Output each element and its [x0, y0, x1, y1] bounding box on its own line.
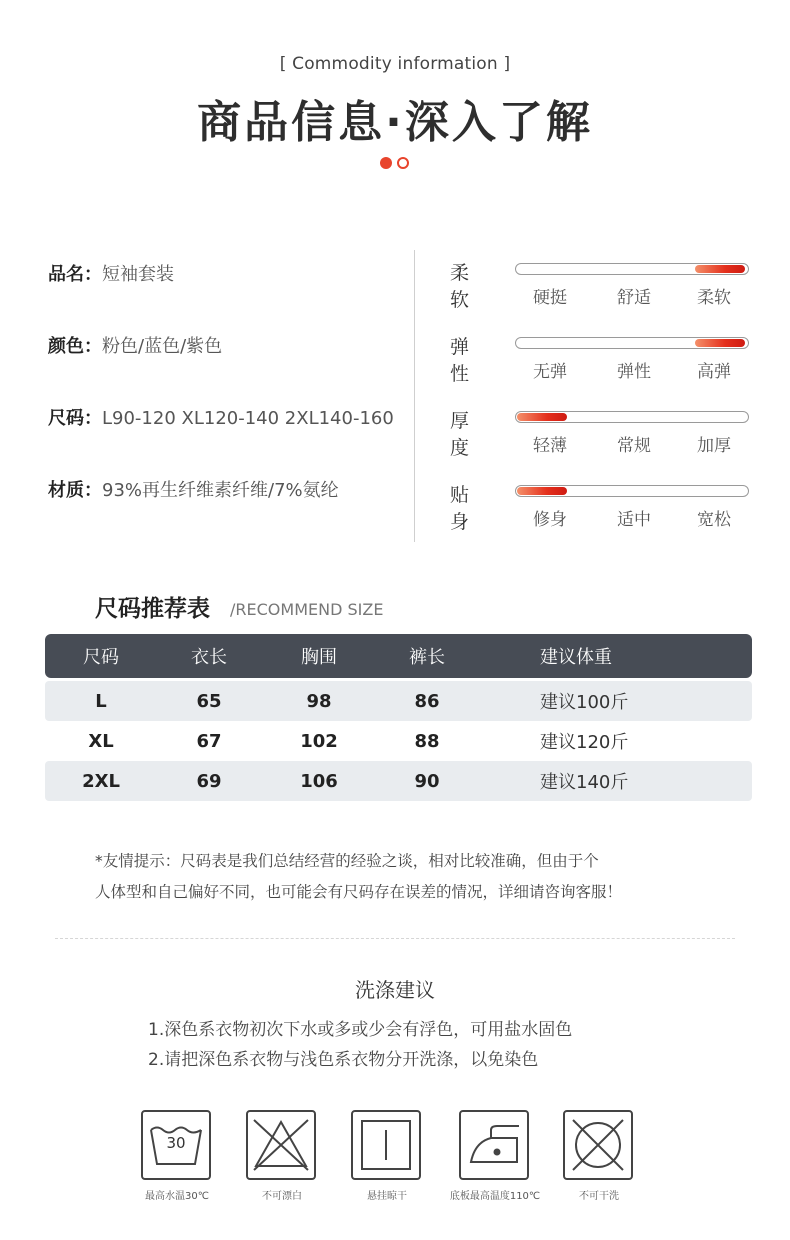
hang-dry-icon — [351, 1110, 421, 1180]
table-cell: 2XL — [82, 770, 120, 792]
vertical-divider — [414, 250, 415, 542]
table-cell: 65 — [196, 690, 222, 712]
info-label: 颜色： — [48, 336, 102, 357]
header-cell: 裤长 — [409, 647, 445, 668]
care-item-wash — [141, 1110, 213, 1202]
wash-temp-number: 30 — [166, 1134, 186, 1152]
attr-title: 弹性 — [450, 336, 470, 385]
table-cell: 102 — [300, 730, 338, 752]
care-label: 不可漂白 — [262, 1191, 302, 1202]
attr-tick-low: 无弹 — [533, 362, 567, 382]
attr-title: 厚度 — [450, 410, 470, 459]
tips-line: *友情提示：尺码表是我们总结经营的经验之谈，相对比较准确，但由于个 — [95, 852, 599, 870]
header-cell: 衣长 — [191, 647, 227, 668]
size-table-title: 尺码推荐表 — [95, 596, 210, 622]
product-info-list — [48, 260, 408, 548]
attr-bar — [515, 337, 749, 349]
info-label: 尺码： — [48, 408, 102, 429]
attr-bar — [515, 485, 749, 497]
care-label: 最高水温30℃ — [145, 1191, 209, 1202]
attr-tick-high: 柔软 — [697, 288, 731, 308]
info-row-name — [48, 260, 408, 332]
washing-instructions — [148, 1015, 572, 1075]
care-icons — [0, 1110, 790, 1220]
info-value: L90-120 XL120-140 2XL140-160 — [102, 408, 394, 429]
commodity-header-en: [ Commodity information ] — [279, 54, 511, 74]
attr-fill — [695, 339, 745, 347]
table-cell: 67 — [196, 730, 222, 752]
table-cell: 建议120斤 — [540, 732, 629, 753]
dot-filled-icon — [380, 157, 392, 169]
no-dry-clean-icon — [563, 1110, 633, 1180]
table-header — [45, 634, 752, 678]
table-cell: 88 — [414, 730, 440, 752]
commodity-header-cn: 商品信息·深入了解 — [197, 97, 593, 148]
info-value: 短袖套装 — [102, 264, 174, 285]
attr-tick-low: 硬挺 — [533, 288, 567, 308]
care-label: 底板最高温度110℃ — [449, 1191, 541, 1202]
iron-icon — [459, 1110, 529, 1180]
table-cell: 69 — [196, 770, 222, 792]
table-cell: L — [95, 690, 107, 712]
attr-bar — [515, 411, 749, 423]
dot-hollow-icon — [397, 157, 409, 169]
care-label: 悬挂晾干 — [367, 1191, 407, 1202]
table-cell: XL — [88, 730, 114, 752]
care-item-bleach — [246, 1110, 318, 1202]
info-label: 品名： — [48, 264, 102, 285]
table-row — [45, 681, 752, 721]
info-value: 93%再生纤维素纤维/7%氨纶 — [102, 480, 339, 501]
table-cell: 98 — [306, 690, 332, 712]
care-item-dry — [351, 1110, 423, 1202]
info-row-size — [48, 404, 408, 476]
attr-tick-mid: 弹性 — [617, 362, 651, 382]
care-label: 不可干洗 — [579, 1191, 619, 1202]
table-cell: 建议140斤 — [540, 772, 629, 793]
tips-line: 人体型和自己偏好不同，也可能会有尺码存在误差的情况，详细请咨询客服！ — [95, 883, 623, 901]
attr-tick-high: 高弹 — [697, 362, 731, 382]
header-dots — [380, 157, 409, 169]
no-bleach-icon — [246, 1110, 316, 1180]
table-cell: 建议100斤 — [540, 692, 629, 713]
table-cell: 86 — [414, 690, 440, 712]
attr-tick-mid: 舒适 — [617, 288, 651, 308]
attr-bar — [515, 263, 749, 275]
table-cell: 106 — [300, 770, 338, 792]
info-label: 材质： — [48, 480, 102, 501]
attr-fill — [517, 413, 567, 421]
washing-title: 洗涤建议 — [355, 978, 435, 1002]
header-cell: 建议体重 — [540, 647, 612, 668]
washing-line: 2.请把深色系衣物与浅色系衣物分开洗涤，以免染色 — [148, 1050, 539, 1070]
attr-fill — [517, 487, 567, 495]
attr-tick-mid: 常规 — [617, 436, 651, 456]
care-item-iron — [449, 1110, 541, 1202]
attr-fill — [695, 265, 745, 273]
size-table-subtitle: /RECOMMEND SIZE — [230, 600, 384, 619]
attr-tick-low: 修身 — [533, 510, 567, 530]
attr-title: 贴身 — [450, 484, 470, 533]
care-item-dryclean — [563, 1110, 635, 1202]
dashed-divider — [55, 938, 735, 939]
header-cell: 胸围 — [301, 647, 337, 668]
attr-tick-low: 轻薄 — [533, 436, 567, 456]
info-value: 粉色/蓝色/紫色 — [102, 336, 223, 357]
table-cell: 90 — [414, 770, 440, 792]
size-tips — [95, 846, 735, 908]
header-cell: 尺码 — [83, 647, 119, 668]
attr-tick-mid: 适中 — [617, 510, 651, 530]
attr-tick-high: 宽松 — [697, 510, 731, 530]
info-row-material — [48, 476, 408, 548]
size-table — [45, 634, 752, 801]
washing-line: 1.深色系衣物初次下水或多或少会有浮色，可用盐水固色 — [148, 1020, 573, 1040]
attr-title: 柔软 — [450, 262, 470, 311]
table-row — [45, 761, 752, 801]
table-row — [45, 721, 752, 761]
wash-tub-30-icon — [141, 1110, 211, 1180]
attr-tick-high: 加厚 — [697, 436, 731, 456]
info-row-color — [48, 332, 408, 404]
